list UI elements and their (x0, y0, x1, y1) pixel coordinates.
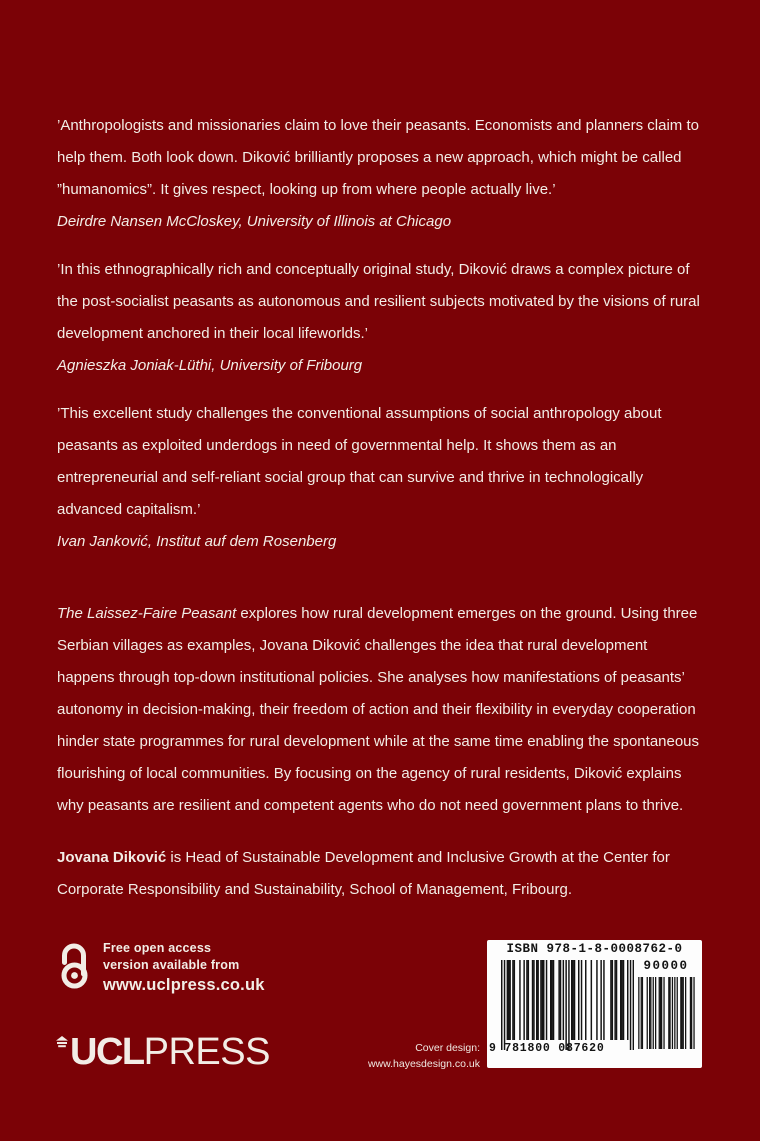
open-access-lock-icon (57, 942, 90, 995)
open-access-line-2: version available from (103, 958, 240, 972)
ean5-addon-barcode (637, 977, 695, 1049)
book-title-inline: The Laissez-Faire Peasant (57, 605, 237, 622)
endorsement-quote-1: ’Anthropologists and missionaries claim to love their peasants. Economists and planners claim to help them. Both look down. Diković brilliantly proposes a new approach, which might be called ”humanomics”. It gives respect, looking up from where people actually live.’ (57, 117, 699, 198)
open-access-text (103, 940, 265, 997)
book-description (57, 598, 705, 822)
endorsement-attribution-3: Ivan Janković, Institut auf dem Rosenberg (57, 533, 337, 550)
ean13-barcode (501, 960, 634, 1050)
back-cover-text-column (57, 110, 705, 906)
cover-design-url: www.hayesdesign.co.uk (367, 1058, 480, 1070)
ucl-logo-text-light: PRESS (143, 1031, 270, 1073)
isbn-number-label: ISBN 978-1-8-0008762-0 (506, 942, 683, 956)
endorsement-attribution-1: Deirdre Nansen McCloskey, University of Illinois at Chicago (57, 213, 452, 230)
cover-design-credit (368, 1040, 480, 1072)
endorsement-quote-3: ’This excellent study challenges the conventional assumptions of social anthropology about peasants as exploited underdogs in need of governmental help. It shows them as an entrepreneurial and self-reliant social group that can survive and thrive in technologically advanced capitalism.’ (57, 405, 662, 518)
endorsement-quote-2: ’In this ethnographically rich and conceptually original study, Diković draws a complex picture of the post-socialist peasants as autonomous and resilient subjects motivated by the visions of rural development anchored in their local lifeworlds.’ (57, 261, 700, 342)
cover-design-label: Cover design: (415, 1042, 480, 1054)
author-name: Jovana Diković (57, 849, 167, 866)
book-description-body: explores how rural development emerges on the ground. Using three Serbian villages as examples, Jovana Diković challenges the idea that rural development happens through top-down institutional policies. She analyses how manifestations of peasants’ autonomy in decision-making, their freedom of action and their flexibility in everyday cooperation hinder state programmes for rural development while at the same time enabling the spontaneous flourishing of local communities. By focusing on the agency of rural residents, Diković explains why peasants are resilient and competent agents who do not need government plans to thrive. (57, 605, 700, 814)
ucl-logo-text-bold: UCL (70, 1031, 144, 1073)
ean13-digits: 9 781800 087620 (489, 1042, 605, 1055)
open-access-line-1: Free open access (103, 941, 212, 955)
open-access-block (57, 940, 265, 997)
author-bio-body: is Head of Sustainable Development and Inclusive Growth at the Center for Corporate Responsibility and Sustainability, School of Management, Fribourg. (57, 849, 670, 898)
ucl-press-logo (56, 1033, 270, 1071)
ucl-portico-icon (56, 1036, 68, 1054)
open-access-url: www.uclpress.co.uk (103, 976, 265, 994)
isbn-barcode-panel (487, 940, 702, 1068)
barcode-addon-number: 90000 (643, 959, 689, 973)
endorsement-attribution-2: Agnieszka Joniak-Lüthi, University of Fribourg (57, 357, 363, 374)
author-bio (57, 842, 705, 906)
